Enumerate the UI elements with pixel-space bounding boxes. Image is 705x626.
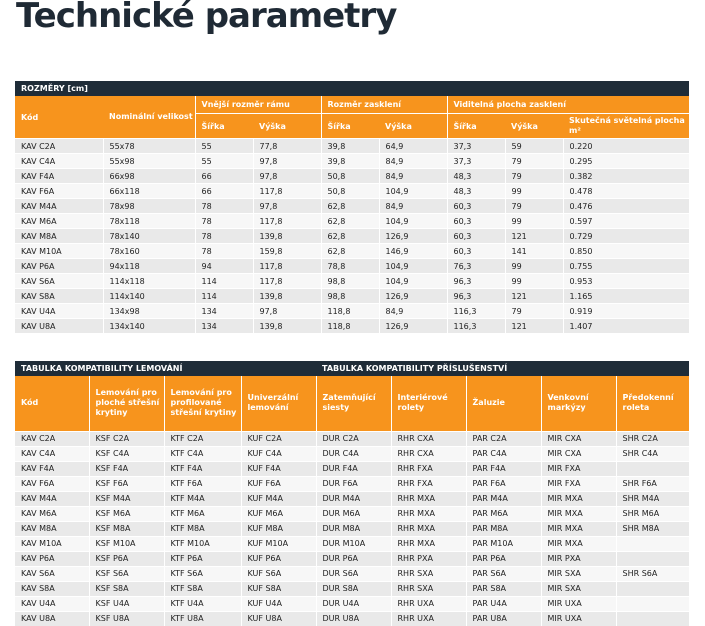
- table-cell: DUR P6A: [316, 551, 391, 566]
- table-cell: 118,8: [321, 304, 379, 319]
- table-cell: KAV F6A: [15, 476, 89, 491]
- table-cell: KAV S6A: [15, 566, 89, 581]
- table-cell: [616, 596, 689, 611]
- dimensions-row: [15, 319, 689, 334]
- table-cell: 117,8: [253, 259, 321, 274]
- table-cell: 62,8: [321, 199, 379, 214]
- col-kod: Kód: [15, 96, 103, 139]
- dimensions-row: [15, 229, 689, 244]
- compat-col-header: Interiérové rolety: [391, 376, 466, 431]
- table-cell: 97,8: [253, 169, 321, 184]
- table-cell: KTF U4A: [164, 596, 241, 611]
- table-cell: PAR S6A: [466, 566, 541, 581]
- table-cell: MIR UXA: [541, 596, 616, 611]
- table-cell: 55: [195, 154, 253, 169]
- table-cell: 94: [195, 259, 253, 274]
- table-cell: 60,3: [447, 199, 505, 214]
- table-cell: KSF C4A: [89, 446, 164, 461]
- table-cell: KAV S6A: [15, 274, 103, 289]
- table-cell: 99: [505, 259, 563, 274]
- table-cell: SHR F6A: [616, 476, 689, 491]
- table-cell: SHR M4A: [616, 491, 689, 506]
- table-cell: 99: [505, 184, 563, 199]
- dimensions-row: [15, 199, 689, 214]
- table-cell: PAR S8A: [466, 581, 541, 596]
- table-cell: KUF M10A: [241, 536, 316, 551]
- table-cell: KTF C4A: [164, 446, 241, 461]
- table-cell: 62,8: [321, 229, 379, 244]
- table-cell: PAR M8A: [466, 521, 541, 536]
- table-cell: 78,8: [321, 259, 379, 274]
- compatibility-row: [15, 491, 689, 506]
- table-cell: DUR F6A: [316, 476, 391, 491]
- table-cell: KAV S8A: [15, 289, 103, 304]
- dimensions-row: [15, 289, 689, 304]
- compatibility-row: [15, 521, 689, 536]
- table-cell: KUF F4A: [241, 461, 316, 476]
- table-cell: KAV M4A: [15, 491, 89, 506]
- table-cell: KTF S6A: [164, 566, 241, 581]
- table-cell: SHR C4A: [616, 446, 689, 461]
- compatibility-row: [15, 446, 689, 461]
- table-cell: RHR MXA: [391, 521, 466, 536]
- table-cell: 116,3: [447, 319, 505, 334]
- table-cell: KTF F4A: [164, 461, 241, 476]
- table-cell: KSF C2A: [89, 431, 164, 446]
- page-title: Technické parametry: [16, 0, 397, 36]
- table-cell: MIR SXA: [541, 581, 616, 596]
- table-cell: [616, 536, 689, 551]
- table-cell: RHR PXA: [391, 551, 466, 566]
- table-cell: SHR C2A: [616, 431, 689, 446]
- table-cell: 62,8: [321, 244, 379, 259]
- table-cell: [616, 551, 689, 566]
- table-cell: KAV U4A: [15, 304, 103, 319]
- table-cell: KSF F6A: [89, 476, 164, 491]
- table-cell: 97,8: [253, 199, 321, 214]
- table-cell: DUR M6A: [316, 506, 391, 521]
- table-cell: 121: [505, 319, 563, 334]
- dimensions-row: [15, 154, 689, 169]
- table-cell: KUF C2A: [241, 431, 316, 446]
- table-cell: KAV M10A: [15, 244, 103, 259]
- dimensions-row: [15, 214, 689, 229]
- table-cell: MIR MXA: [541, 521, 616, 536]
- table-cell: KSF F4A: [89, 461, 164, 476]
- table-cell: 98,8: [321, 274, 379, 289]
- table-cell: MIR SXA: [541, 566, 616, 581]
- compat-col-header: Žaluzie: [466, 376, 541, 431]
- table-cell: 134: [195, 304, 253, 319]
- table-cell: MIR MXA: [541, 536, 616, 551]
- table-cell: MIR PXA: [541, 551, 616, 566]
- table-cell: 0.597: [563, 214, 689, 229]
- table-cell: [616, 461, 689, 476]
- flashing-section-label: TABULKA KOMPATIBILITY LEMOVÁNÍ: [15, 361, 316, 376]
- table-cell: PAR C4A: [466, 446, 541, 461]
- compatibility-row: [15, 536, 689, 551]
- table-cell: 78: [195, 244, 253, 259]
- table-cell: 78x118: [103, 214, 195, 229]
- table-cell: [616, 611, 689, 626]
- table-cell: KAV M10A: [15, 536, 89, 551]
- table-cell: KUF F6A: [241, 476, 316, 491]
- col-visible-height: Výška: [505, 114, 563, 139]
- table-cell: 60,3: [447, 244, 505, 259]
- table-cell: 0.295: [563, 154, 689, 169]
- table-cell: DUR M8A: [316, 521, 391, 536]
- table-cell: 134x140: [103, 319, 195, 334]
- table-cell: 126,9: [379, 289, 447, 304]
- table-cell: KAV M8A: [15, 229, 103, 244]
- table-cell: 64,9: [379, 139, 447, 154]
- table-cell: KAV C4A: [15, 154, 103, 169]
- table-cell: 79: [505, 304, 563, 319]
- table-cell: 96,3: [447, 289, 505, 304]
- table-cell: 139,8: [253, 319, 321, 334]
- table-cell: 118,8: [321, 319, 379, 334]
- table-cell: PAR U4A: [466, 596, 541, 611]
- table-cell: 117,8: [253, 214, 321, 229]
- compat-col-header: Lemování pro ploché střešní krytiny: [89, 376, 164, 431]
- table-cell: 114x140: [103, 289, 195, 304]
- table-cell: RHR SXA: [391, 566, 466, 581]
- table-cell: PAR C2A: [466, 431, 541, 446]
- table-cell: KAV C2A: [15, 431, 89, 446]
- table-cell: 78: [195, 214, 253, 229]
- table-cell: KAV M4A: [15, 199, 103, 214]
- table-cell: 96,3: [447, 274, 505, 289]
- table-cell: 98,8: [321, 289, 379, 304]
- table-cell: DUR S8A: [316, 581, 391, 596]
- table-cell: KAV S8A: [15, 581, 89, 596]
- compat-col-header: Univerzální lemování: [241, 376, 316, 431]
- table-cell: 146,9: [379, 244, 447, 259]
- dimensions-row: [15, 139, 689, 154]
- dimensions-row: [15, 259, 689, 274]
- table-cell: KSF P6A: [89, 551, 164, 566]
- table-cell: SHR M8A: [616, 521, 689, 536]
- table-cell: KAV P6A: [15, 551, 89, 566]
- table-cell: 104,9: [379, 274, 447, 289]
- table-cell: 0.478: [563, 184, 689, 199]
- table-cell: 66: [195, 184, 253, 199]
- table-cell: KUF U8A: [241, 611, 316, 626]
- table-cell: DUR S6A: [316, 566, 391, 581]
- table-cell: 66: [195, 169, 253, 184]
- table-cell: 84,9: [379, 304, 447, 319]
- table-cell: 134: [195, 319, 253, 334]
- table-cell: 104,9: [379, 214, 447, 229]
- table-cell: 79: [505, 199, 563, 214]
- compat-col-header: Kód: [15, 376, 89, 431]
- table-cell: 1.407: [563, 319, 689, 334]
- table-cell: PAR F4A: [466, 461, 541, 476]
- table-cell: 139,8: [253, 229, 321, 244]
- col-group-visible: Viditelná plocha zasklení: [447, 96, 689, 114]
- table-cell: 0.729: [563, 229, 689, 244]
- table-cell: SHR S6A: [616, 566, 689, 581]
- table-cell: PAR F6A: [466, 476, 541, 491]
- table-cell: KSF U4A: [89, 596, 164, 611]
- compatibility-row: [15, 611, 689, 626]
- table-cell: 78: [195, 199, 253, 214]
- table-cell: PAR M4A: [466, 491, 541, 506]
- table-cell: KTF U8A: [164, 611, 241, 626]
- table-cell: KSF M8A: [89, 521, 164, 536]
- table-cell: KTF M6A: [164, 506, 241, 521]
- col-group-outer: Vnější rozměr rámu: [195, 96, 321, 114]
- table-cell: RHR UXA: [391, 611, 466, 626]
- table-cell: 0.220: [563, 139, 689, 154]
- table-cell: DUR M10A: [316, 536, 391, 551]
- table-cell: 139,8: [253, 289, 321, 304]
- table-cell: KSF U8A: [89, 611, 164, 626]
- compatibility-row: [15, 506, 689, 521]
- table-cell: RHR SXA: [391, 581, 466, 596]
- table-cell: KTF C2A: [164, 431, 241, 446]
- col-group-glazing: Rozměr zasklení: [321, 96, 447, 114]
- table-cell: 126,9: [379, 319, 447, 334]
- table-cell: 114: [195, 274, 253, 289]
- table-cell: KAV M8A: [15, 521, 89, 536]
- table-cell: 48,3: [447, 184, 505, 199]
- table-cell: 50,8: [321, 169, 379, 184]
- table-cell: DUR U4A: [316, 596, 391, 611]
- table-cell: 99: [505, 214, 563, 229]
- table-cell: KAV F4A: [15, 169, 103, 184]
- table-cell: MIR MXA: [541, 506, 616, 521]
- table-cell: MIR UXA: [541, 611, 616, 626]
- compat-col-header: Lemování pro profilované střešní krytiny: [164, 376, 241, 431]
- table-cell: 79: [505, 169, 563, 184]
- table-cell: 59: [505, 139, 563, 154]
- compat-col-header: Zatemňující siesty: [316, 376, 391, 431]
- table-cell: KUF U4A: [241, 596, 316, 611]
- col-outer-width: Šířka: [195, 114, 253, 139]
- dimensions-row: [15, 274, 689, 289]
- table-cell: 121: [505, 289, 563, 304]
- table-cell: PAR M6A: [466, 506, 541, 521]
- compatibility-row: [15, 431, 689, 446]
- table-cell: KAV M6A: [15, 214, 103, 229]
- table-cell: MIR FXA: [541, 476, 616, 491]
- table-cell: MIR CXA: [541, 446, 616, 461]
- table-cell: SHR M6A: [616, 506, 689, 521]
- table-cell: 117,8: [253, 274, 321, 289]
- table-cell: 55: [195, 139, 253, 154]
- table-cell: PAR M10A: [466, 536, 541, 551]
- table-cell: 78x140: [103, 229, 195, 244]
- table-cell: 50,8: [321, 184, 379, 199]
- col-visible-width: Šířka: [447, 114, 505, 139]
- table-cell: KAV C2A: [15, 139, 103, 154]
- table-cell: KSF M10A: [89, 536, 164, 551]
- table-cell: KUF M8A: [241, 521, 316, 536]
- dimensions-row: [15, 304, 689, 319]
- table-cell: RHR MXA: [391, 536, 466, 551]
- col-glazing-height: Výška: [379, 114, 447, 139]
- table-cell: 84,9: [379, 154, 447, 169]
- compatibility-row: [15, 566, 689, 581]
- table-cell: KTF M10A: [164, 536, 241, 551]
- table-cell: 60,3: [447, 214, 505, 229]
- table-cell: KSF M6A: [89, 506, 164, 521]
- table-cell: RHR CXA: [391, 431, 466, 446]
- table-cell: 78x160: [103, 244, 195, 259]
- table-cell: KAV U8A: [15, 611, 89, 626]
- table-cell: RHR FXA: [391, 461, 466, 476]
- table-cell: 1.165: [563, 289, 689, 304]
- table-cell: 79: [505, 154, 563, 169]
- table-cell: KAV U4A: [15, 596, 89, 611]
- table-cell: KTF S8A: [164, 581, 241, 596]
- table-cell: RHR UXA: [391, 596, 466, 611]
- table-cell: 97,8: [253, 304, 321, 319]
- table-cell: 66x98: [103, 169, 195, 184]
- table-cell: KTF M8A: [164, 521, 241, 536]
- table-cell: 104,9: [379, 259, 447, 274]
- table-cell: KTF P6A: [164, 551, 241, 566]
- dimensions-row: [15, 184, 689, 199]
- table-cell: MIR CXA: [541, 431, 616, 446]
- table-cell: 55x98: [103, 154, 195, 169]
- table-cell: 0.850: [563, 244, 689, 259]
- table-cell: 126,9: [379, 229, 447, 244]
- table-cell: KSF S8A: [89, 581, 164, 596]
- compatibility-row: [15, 551, 689, 566]
- table-cell: KUF C4A: [241, 446, 316, 461]
- table-cell: RHR FXA: [391, 476, 466, 491]
- compatibility-row: [15, 461, 689, 476]
- table-cell: RHR MXA: [391, 491, 466, 506]
- table-cell: KUF S6A: [241, 566, 316, 581]
- table-cell: 159,8: [253, 244, 321, 259]
- col-nominal: Nominální velikost: [103, 96, 195, 139]
- dimensions-section-label: ROZMĚRY [cm]: [15, 81, 689, 96]
- table-cell: DUR U8A: [316, 611, 391, 626]
- table-cell: KAV F6A: [15, 184, 103, 199]
- col-outer-height: Výška: [253, 114, 321, 139]
- table-cell: 0.953: [563, 274, 689, 289]
- table-cell: 0.382: [563, 169, 689, 184]
- table-cell: 84,9: [379, 199, 447, 214]
- col-actual-area: Skutečná světelná plocha m²: [563, 114, 689, 139]
- table-cell: KAV C4A: [15, 446, 89, 461]
- table-cell: KTF F6A: [164, 476, 241, 491]
- table-cell: 78: [195, 229, 253, 244]
- table-cell: 0.919: [563, 304, 689, 319]
- table-cell: 37,3: [447, 154, 505, 169]
- table-cell: DUR C4A: [316, 446, 391, 461]
- table-cell: 39,8: [321, 154, 379, 169]
- compatibility-table: [15, 361, 689, 626]
- table-cell: KUF M4A: [241, 491, 316, 506]
- table-cell: 114: [195, 289, 253, 304]
- table-cell: 37,3: [447, 139, 505, 154]
- table-cell: 48,3: [447, 169, 505, 184]
- table-cell: 77,8: [253, 139, 321, 154]
- table-cell: [616, 581, 689, 596]
- table-cell: MIR MXA: [541, 491, 616, 506]
- table-cell: 121: [505, 229, 563, 244]
- table-cell: MIR FXA: [541, 461, 616, 476]
- table-cell: KUF M6A: [241, 506, 316, 521]
- table-cell: RHR CXA: [391, 446, 466, 461]
- table-cell: 141: [505, 244, 563, 259]
- table-cell: KTF M4A: [164, 491, 241, 506]
- table-cell: KAV M6A: [15, 506, 89, 521]
- table-cell: 76,3: [447, 259, 505, 274]
- table-cell: 66x118: [103, 184, 195, 199]
- table-cell: 62,8: [321, 214, 379, 229]
- table-cell: 78x98: [103, 199, 195, 214]
- table-cell: DUR M4A: [316, 491, 391, 506]
- table-cell: 60,3: [447, 229, 505, 244]
- table-cell: RHR MXA: [391, 506, 466, 521]
- table-cell: 0.476: [563, 199, 689, 214]
- dimensions-table: [15, 81, 689, 333]
- table-cell: 114x118: [103, 274, 195, 289]
- compatibility-row: [15, 596, 689, 611]
- col-glazing-width: Šířka: [321, 114, 379, 139]
- compat-col-header: Předokenní roleta: [616, 376, 689, 431]
- table-cell: 0.755: [563, 259, 689, 274]
- table-cell: KSF S6A: [89, 566, 164, 581]
- compat-col-header: Venkovní markýzy: [541, 376, 616, 431]
- table-cell: DUR F4A: [316, 461, 391, 476]
- table-cell: 84,9: [379, 169, 447, 184]
- table-cell: 116,3: [447, 304, 505, 319]
- table-cell: PAR U8A: [466, 611, 541, 626]
- accessories-section-label: TABULKA KOMPATIBILITY PŘÍSLUŠENSTVÍ: [316, 361, 689, 376]
- table-cell: 94x118: [103, 259, 195, 274]
- table-cell: KAV U8A: [15, 319, 103, 334]
- table-cell: 39,8: [321, 139, 379, 154]
- table-cell: KUF P6A: [241, 551, 316, 566]
- dimensions-row: [15, 169, 689, 184]
- table-cell: KSF M4A: [89, 491, 164, 506]
- table-cell: KAV F4A: [15, 461, 89, 476]
- table-cell: 97,8: [253, 154, 321, 169]
- table-cell: KUF S8A: [241, 581, 316, 596]
- dimensions-row: [15, 244, 689, 259]
- table-cell: DUR C2A: [316, 431, 391, 446]
- compatibility-row: [15, 581, 689, 596]
- table-cell: KAV P6A: [15, 259, 103, 274]
- compatibility-row: [15, 476, 689, 491]
- table-cell: 104,9: [379, 184, 447, 199]
- table-cell: 134x98: [103, 304, 195, 319]
- table-cell: 99: [505, 274, 563, 289]
- table-cell: 55x78: [103, 139, 195, 154]
- table-cell: PAR P6A: [466, 551, 541, 566]
- table-cell: 117,8: [253, 184, 321, 199]
